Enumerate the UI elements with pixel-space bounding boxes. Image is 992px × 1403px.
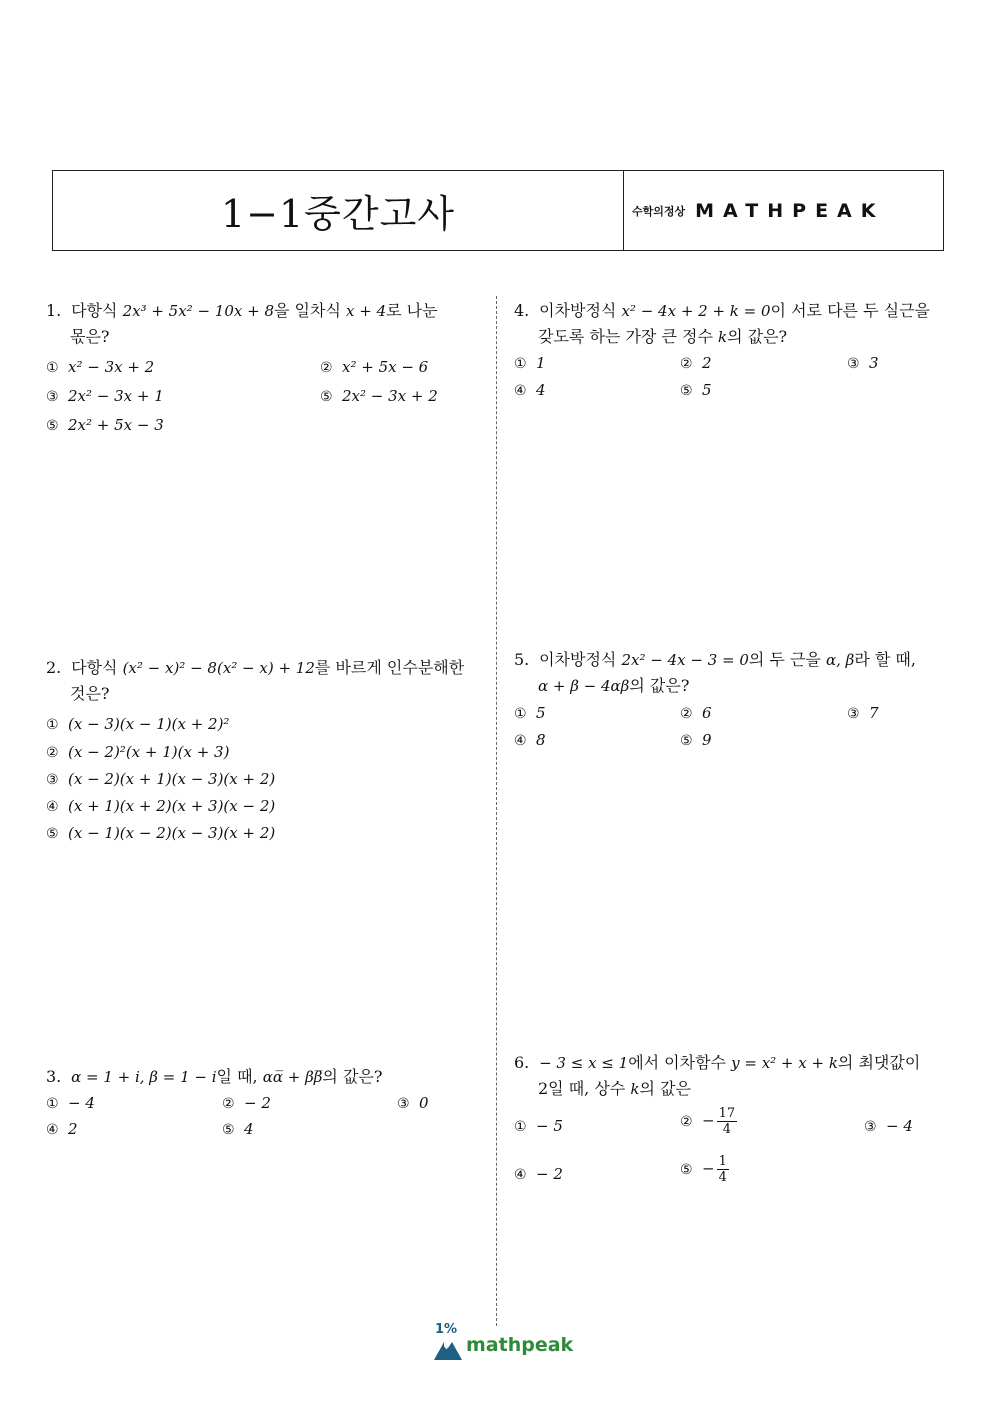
answer-option[interactable]	[680, 379, 712, 402]
question-math: x + 4	[346, 302, 387, 320]
question-text: 로 나눈	[386, 301, 438, 320]
question-math: y = x² + x + k	[731, 1054, 838, 1072]
option-marker: ①	[514, 356, 527, 372]
option-marker: ②	[680, 706, 693, 722]
option-marker: ②	[320, 360, 333, 376]
answer-option[interactable]	[46, 713, 229, 736]
question-text: 다항식	[71, 658, 123, 677]
question-text: 의 값은?	[629, 676, 690, 695]
option-value: 4	[536, 381, 546, 399]
option-value: − 4	[886, 1117, 913, 1135]
answer-option[interactable]	[222, 1092, 271, 1115]
question-1	[46, 298, 438, 350]
question-math: (x² − x)² − 8(x² − x) + 12	[122, 659, 315, 677]
answer-option[interactable]	[514, 729, 546, 752]
answer-option[interactable]	[514, 379, 546, 402]
question-number: 3.	[46, 1067, 62, 1086]
option-value: 2	[68, 1120, 78, 1138]
question-math: αα̅ + ββ̅	[262, 1068, 323, 1086]
question-text: 다항식	[71, 301, 123, 320]
option-marker: ⑤	[680, 733, 693, 749]
option-value: (x − 2)²(x + 1)(x + 3)	[68, 743, 230, 761]
question-math: − 3 ≤ x ≤ 1	[539, 1054, 629, 1072]
option-marker: ⑤	[680, 1161, 693, 1178]
option-marker: ②	[222, 1096, 235, 1112]
option-marker: ⑤	[222, 1122, 235, 1138]
option-value: 5	[702, 381, 712, 399]
question-number: 4.	[514, 301, 530, 320]
question-5	[514, 647, 916, 699]
answer-option[interactable]	[680, 702, 712, 725]
answer-option[interactable]	[46, 1092, 95, 1115]
question-3	[46, 1064, 382, 1090]
answer-option[interactable]	[514, 1115, 563, 1138]
question-math: k	[630, 1080, 640, 1098]
option-marker: ④	[46, 799, 59, 815]
option-value: (x + 1)(x + 2)(x + 3)(x − 2)	[68, 797, 276, 815]
option-value: x² − 3x + 2	[68, 358, 155, 376]
footer-logo	[434, 1322, 574, 1362]
option-value: 2x² − 3x + 1	[68, 387, 164, 405]
option-marker: ③	[397, 1096, 410, 1112]
answer-option[interactable]	[397, 1092, 429, 1115]
option-marker: ②	[46, 745, 59, 761]
question-number: 6.	[514, 1053, 530, 1072]
answer-option[interactable]	[46, 1118, 78, 1141]
option-marker: ④	[514, 383, 527, 399]
option-marker: ③	[864, 1119, 877, 1135]
option-sign: −	[702, 1111, 715, 1130]
answer-option[interactable]	[864, 1115, 913, 1138]
option-marker: ⑤	[46, 418, 59, 434]
question-2	[46, 655, 464, 707]
answer-option[interactable]	[46, 822, 275, 845]
brand-name: MATHPEAK	[695, 199, 885, 222]
option-value: 2x² − 3x + 2	[342, 387, 438, 405]
question-text: 이 서로 다른 두 실근을	[770, 301, 930, 320]
answer-option[interactable]	[320, 385, 438, 408]
option-value: 8	[536, 731, 546, 749]
answer-option[interactable]	[680, 729, 712, 752]
option-value: 1	[536, 354, 546, 372]
option-marker: ④	[46, 1122, 59, 1138]
fraction-numerator: 17	[718, 1106, 736, 1121]
option-marker: ③	[46, 389, 59, 405]
question-text: 의 값은	[639, 1079, 691, 1098]
option-marker: ⑤	[46, 826, 59, 842]
answer-option[interactable]	[46, 356, 154, 379]
answer-option[interactable]	[680, 352, 712, 375]
header-box	[52, 170, 944, 251]
answer-option[interactable]	[320, 356, 428, 379]
question-math: α = 1 + i, β = 1 − i	[71, 1068, 217, 1086]
option-marker: ①	[46, 360, 59, 376]
page-title: 1−1중간고사	[220, 192, 456, 236]
question-number: 5.	[514, 650, 530, 669]
question-text: 것은?	[70, 684, 110, 703]
question-6	[514, 1050, 920, 1102]
question-text: 갖도록 하는 가장 큰 정수	[538, 327, 718, 346]
option-marker: ⑤	[680, 383, 693, 399]
question-text: 의 두 근을	[748, 650, 826, 669]
answer-option[interactable]	[46, 385, 164, 408]
question-text: 이차방정식	[539, 650, 622, 669]
option-marker: ③	[847, 356, 860, 372]
question-text: 의 최댓값이	[837, 1053, 921, 1072]
fraction-denominator: 4	[722, 1122, 731, 1137]
option-marker: ①	[514, 1119, 527, 1135]
option-value: − 2	[536, 1165, 563, 1183]
question-number: 1.	[46, 301, 62, 320]
question-text: 몫은?	[70, 327, 110, 346]
option-marker: ④	[514, 733, 527, 749]
option-marker: ⑤	[320, 389, 333, 405]
answer-option[interactable]	[514, 702, 546, 725]
answer-option[interactable]	[847, 702, 879, 725]
answer-option[interactable]	[514, 1163, 563, 1186]
question-4	[514, 298, 930, 350]
option-marker: ②	[680, 356, 693, 372]
question-text: 을 일차식	[274, 301, 346, 320]
option-fraction	[717, 1154, 729, 1185]
answer-option[interactable]	[847, 352, 879, 375]
option-value: 9	[702, 731, 712, 749]
question-math: α, β	[825, 651, 855, 669]
option-value: (x − 1)(x − 2)(x − 3)(x + 2)	[68, 824, 276, 842]
question-number: 2.	[46, 658, 62, 677]
answer-option[interactable]	[514, 352, 546, 375]
question-math: k	[718, 328, 728, 346]
option-value: x² + 5x − 6	[342, 358, 429, 376]
option-marker: ③	[46, 772, 59, 788]
option-value: 0	[419, 1094, 429, 1112]
brand-subtitle: 수학의정상	[632, 204, 686, 218]
option-marker: ②	[680, 1113, 693, 1130]
answer-option[interactable]	[46, 795, 275, 818]
column-divider	[496, 296, 497, 1326]
option-value: 7	[869, 704, 879, 722]
option-value: 2	[702, 354, 712, 372]
logo-percent: 1%	[435, 1322, 458, 1337]
question-math: 2x³ + 5x² − 10x + 8	[122, 302, 274, 320]
option-marker: ④	[514, 1167, 527, 1183]
answer-option[interactable]	[680, 1106, 737, 1137]
answer-option[interactable]	[680, 1154, 729, 1185]
header-brand	[624, 171, 944, 250]
option-marker: ③	[847, 706, 860, 722]
option-marker: ①	[46, 1096, 59, 1112]
option-marker: ①	[46, 717, 59, 733]
question-text: 일 때,	[216, 1067, 263, 1086]
question-math: 2x² − 4x − 3 = 0	[621, 651, 749, 669]
option-value: 6	[702, 704, 712, 722]
question-text: 의 값은?	[322, 1067, 383, 1086]
option-value: − 4	[68, 1094, 95, 1112]
answer-option[interactable]	[222, 1118, 254, 1141]
fraction-denominator: 4	[718, 1170, 727, 1185]
answer-option[interactable]	[46, 768, 275, 791]
option-value: − 5	[536, 1117, 563, 1135]
question-text: 라 할 때,	[854, 650, 916, 669]
answer-option[interactable]	[46, 741, 229, 764]
fraction-numerator: 1	[718, 1154, 727, 1169]
question-text: 에서 이차함수	[628, 1053, 732, 1072]
option-value: 4	[244, 1120, 254, 1138]
question-text: 의 값은?	[727, 327, 788, 346]
option-value: 2x² + 5x − 3	[68, 416, 164, 434]
mountain-icon	[434, 1336, 462, 1360]
option-sign: −	[702, 1159, 715, 1178]
option-value: 5	[536, 704, 546, 722]
option-value: − 2	[244, 1094, 271, 1112]
logo-wordmark: mathpeak	[466, 1334, 574, 1356]
answer-option[interactable]	[46, 414, 164, 437]
question-text: 이차방정식	[539, 301, 622, 320]
option-value: (x − 3)(x − 1)(x + 2)²	[68, 715, 230, 733]
question-math: α + β − 4αβ	[538, 677, 630, 695]
option-fraction	[717, 1106, 738, 1137]
question-text: 를 바르게 인수분해한	[314, 658, 465, 677]
option-marker: ①	[514, 706, 527, 722]
question-math: x² − 4x + 2 + k = 0	[621, 302, 771, 320]
question-text: 2일 때, 상수	[538, 1079, 631, 1098]
option-value: 3	[869, 354, 879, 372]
option-value: (x − 2)(x + 1)(x − 3)(x + 2)	[68, 770, 276, 788]
